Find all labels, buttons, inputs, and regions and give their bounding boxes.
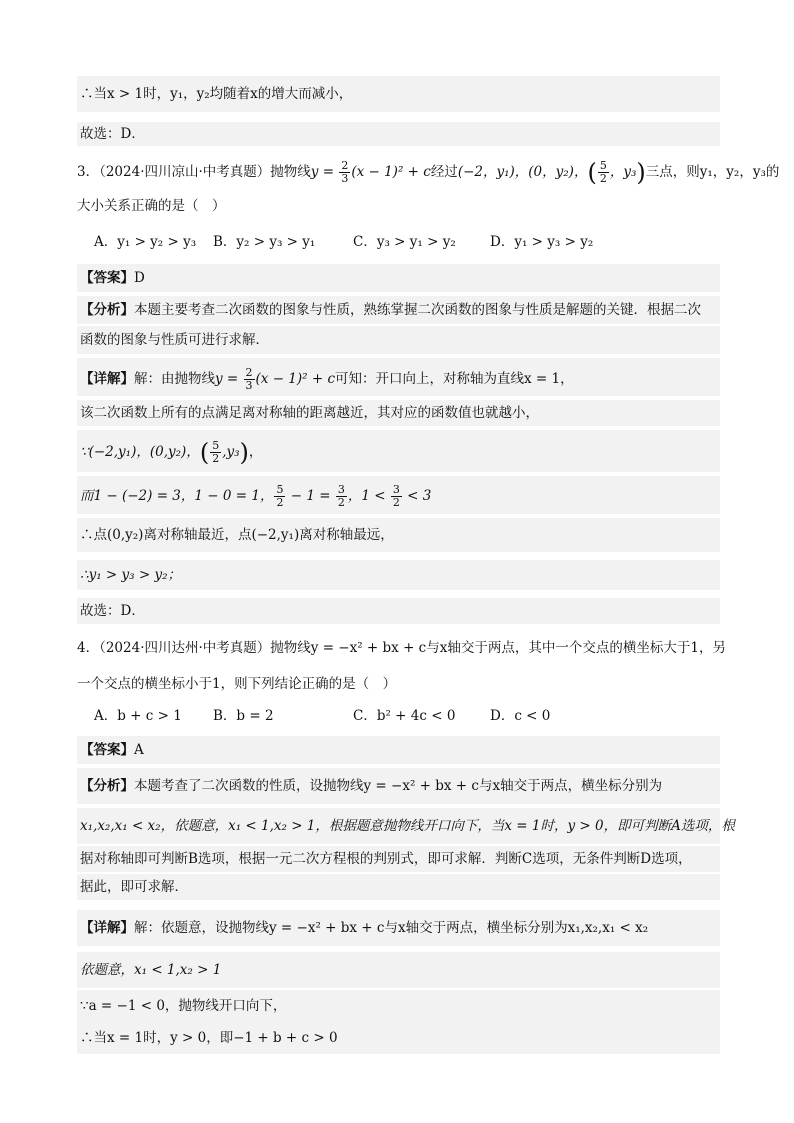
q4-stem-text-2: 一个交点的横坐标小于1，则下列结论正确的是（ ） xyxy=(77,676,397,692)
q4-analysis-text-3: 据对称轴即可判断B选项，根据一元二次方程根的判别式，即可求解．判断C选项，无条件判断D选项， xyxy=(80,851,692,867)
q3-option-a[interactable]: A．y₁ > y₂ > y₃ xyxy=(94,234,197,250)
q3-answer-value: D xyxy=(134,270,145,286)
q3-stem-suffix: 三点，则y₁，y₂，y₃的 xyxy=(645,164,780,180)
q3-detail-5: ∴点(0,y₂)离对称轴最近，点(−2,y₁)离对称轴最远， xyxy=(80,527,394,543)
q4-analysis-line-2 xyxy=(77,808,735,844)
q3-detail-4d: < 3 xyxy=(402,488,432,504)
q3-detail-4-frac-b: $\frac{3}{2}$ xyxy=(337,483,345,509)
q4-answer-label: 【答案】 xyxy=(80,742,134,758)
q3-answer-line xyxy=(77,264,720,292)
q3-detail-4-frac-a xyxy=(274,484,285,509)
q4-option-a[interactable]: A．b + c > 1 xyxy=(94,708,182,724)
q4-answer-line xyxy=(77,736,720,764)
q3-detail-7: 故选：D． xyxy=(80,603,145,619)
q4-detail-label: 【详解】 xyxy=(80,920,134,936)
q3-detail-line-3: ∵(−2,y₁)，(0,y₂)，( $\frac{5}{2}$ ,y₃)， xyxy=(77,430,720,472)
q4-stem-line-2 xyxy=(77,674,720,696)
q3-detail-line-7 xyxy=(77,598,720,624)
q4-detail-line-4 xyxy=(77,1022,720,1054)
q3-detail-4-frac-a-num: 5 xyxy=(276,483,284,496)
q4-analysis-line-4 xyxy=(77,874,720,900)
q4-detail-line-1 xyxy=(77,910,720,946)
q3-detail-3a: ∵(−2,y₁)，(0,y₂)， xyxy=(80,444,200,460)
q3-detail-line-1 xyxy=(77,358,720,396)
q2-choice-line xyxy=(77,122,720,146)
q4-option-d[interactable]: D．c < 0 xyxy=(490,708,551,724)
q4-analysis-text-2: x₁,x₂,x₁ < x₂，依题意，x₁ < 1,x₂ > 1，根据题意抛物线开口向下，当x = 1时，y > 0，即可判断A选项，根 xyxy=(80,818,735,834)
q3-detail-6: ∴y₁ > y₃ > y₂； xyxy=(80,567,181,583)
q4-answer-value: A xyxy=(134,742,144,758)
q3-detail-4a: 而1 − (−2) = 3，1 − 0 = 1， xyxy=(80,488,274,504)
q3-pt3-den: 2 xyxy=(599,172,607,185)
q3-options xyxy=(77,232,720,254)
q3-point3-fraction xyxy=(598,160,609,185)
q3-detail-4b: − 1 = xyxy=(286,488,335,504)
q3-detail-line-2 xyxy=(77,400,720,426)
q3-detail-4c: ，1 < xyxy=(347,488,390,504)
q3-detail-fraction xyxy=(244,367,255,392)
q3-analysis-text-2: 函数的图象与性质可进行求解． xyxy=(80,332,269,348)
q3-option-d[interactable]: D．y₁ > y₃ > y₂ xyxy=(490,234,594,250)
q3-option-c[interactable]: C．y₃ > y₁ > y₂ xyxy=(353,234,456,250)
q4-stem-text-1: 4．（2024·四川达州·中考真题）抛物线y = −x² + bx + c与x轴交于两点，其中一个交点的横坐标大于1，另 xyxy=(77,640,726,656)
q3-option-b[interactable]: B．y₂ > y₃ > y₁ xyxy=(213,234,316,250)
q3-stem-line-2 xyxy=(77,196,720,218)
q4-options xyxy=(77,706,720,728)
q3-detail-2: 该二次函数上所有的点满足离对称轴的距离越近，其对应的函数值也就越小， xyxy=(80,405,539,421)
q3-analysis-label: 【分析】 xyxy=(80,302,134,318)
q3-detail-1b: y = xyxy=(215,371,243,387)
q4-detail-line-2 xyxy=(77,952,720,988)
q4-detail-line-3 xyxy=(77,990,720,1022)
q4-detail-4: ∴当x = 1时，y > 0，即−1 + b + c > 0 xyxy=(80,1030,338,1046)
q3-points: (−2，y₁)，(0，y₂)， xyxy=(457,164,588,180)
q3-detail-1c: (x − 1)² + c xyxy=(255,371,336,387)
q2-conclusion-line xyxy=(77,76,720,112)
q3-detail-3-den: 2 xyxy=(212,452,220,465)
q2-choice-text: 故选：D． xyxy=(80,126,145,142)
q3-detail-3b: ,y₃ xyxy=(222,444,240,460)
q3-stem-expr: y = xyxy=(310,164,339,180)
q3-stem-fraction xyxy=(339,160,350,185)
q3-detail-3-fraction xyxy=(210,440,221,465)
q4-stem-line-1 xyxy=(77,638,726,660)
q3-pt3-num: 5 xyxy=(599,159,607,172)
q3-detail-line-6 xyxy=(77,560,720,590)
q3-stem-mid: 经过 xyxy=(430,164,458,180)
q3-detail-1a: 解：由抛物线 xyxy=(134,371,215,387)
q4-detail-3: ∵a = −1 < 0，抛物线开口向下， xyxy=(80,998,287,1014)
q4-detail-2: 依题意，x₁ < 1,x₂ > 1 xyxy=(80,962,222,978)
q4-option-c[interactable]: C．b² + 4c < 0 xyxy=(353,708,456,724)
q3-stem-prefix: 3．（2024·四川凉山·中考真题）抛物线 xyxy=(77,164,311,180)
q4-analysis-line-1 xyxy=(77,768,720,804)
q3-answer-label: 【答案】 xyxy=(80,270,134,286)
q3-detail-frac-den: 3 xyxy=(245,379,253,392)
q4-analysis-line-3 xyxy=(77,846,720,872)
q3-stem-line-2-text: 大小关系正确的是（ ） xyxy=(77,198,226,214)
q3-detail-frac-num: 2 xyxy=(245,366,253,379)
q4-analysis-text-4: 据此，即可求解． xyxy=(80,879,188,895)
q3-detail-line-5 xyxy=(77,518,720,552)
q3-frac-num: 2 xyxy=(341,159,349,172)
q3-stem-line-1: 3．（2024·四川凉山·中考真题）抛物线y = $\frac{2}{3}$ (x − 1)² + c经过(−2，y₁)，(0，y₂)，( $\frac{5}{2}$ ，y₃)三点，则y₁，y₂，y₃的 xyxy=(77,152,720,188)
q4-analysis-label: 【分析】 xyxy=(80,778,134,794)
q3-detail-3c: ， xyxy=(248,444,263,460)
q3-detail-4-frac-a-den: 2 xyxy=(276,496,284,509)
q4-analysis-text-1: 本题考查了二次函数的性质，设抛物线y = −x² + bx + c与x轴交于两点，横坐标分别为 xyxy=(134,778,663,794)
q3-detail-1d: 可知：开口向上，对称轴为直线x = 1， xyxy=(335,371,574,387)
q3-frac-den: 3 xyxy=(341,172,349,185)
q3-analysis-text-1: 本题主要考查二次函数的图象与性质，熟练掌握二次函数的图象与性质是解题的关键．根据二次 xyxy=(134,302,701,318)
q2-conclusion-text: ∴当x > 1时，y₁，y₂均随着x的增大而减小， xyxy=(80,86,353,102)
q3-detail-line-4 xyxy=(77,476,720,514)
q3-detail-label: 【详解】 xyxy=(80,371,134,387)
q3-detail-4-frac-c: $\frac{3}{2}$ xyxy=(392,483,400,509)
q3-analysis-line-2 xyxy=(77,326,720,354)
q3-stem-expr2: (x − 1)² + c xyxy=(351,164,431,180)
q4-detail-1: 解：依题意，设抛物线y = −x² + bx + c与x轴交于两点，横坐标分别为x₁,x₂,x₁ < x₂ xyxy=(134,920,649,936)
q4-option-b[interactable]: B．b = 2 xyxy=(213,708,274,724)
q3-detail-3-num: 5 xyxy=(212,439,220,452)
q3-analysis-line-1 xyxy=(77,296,720,324)
q3-pt3-tail: ，y₃ xyxy=(609,164,637,180)
